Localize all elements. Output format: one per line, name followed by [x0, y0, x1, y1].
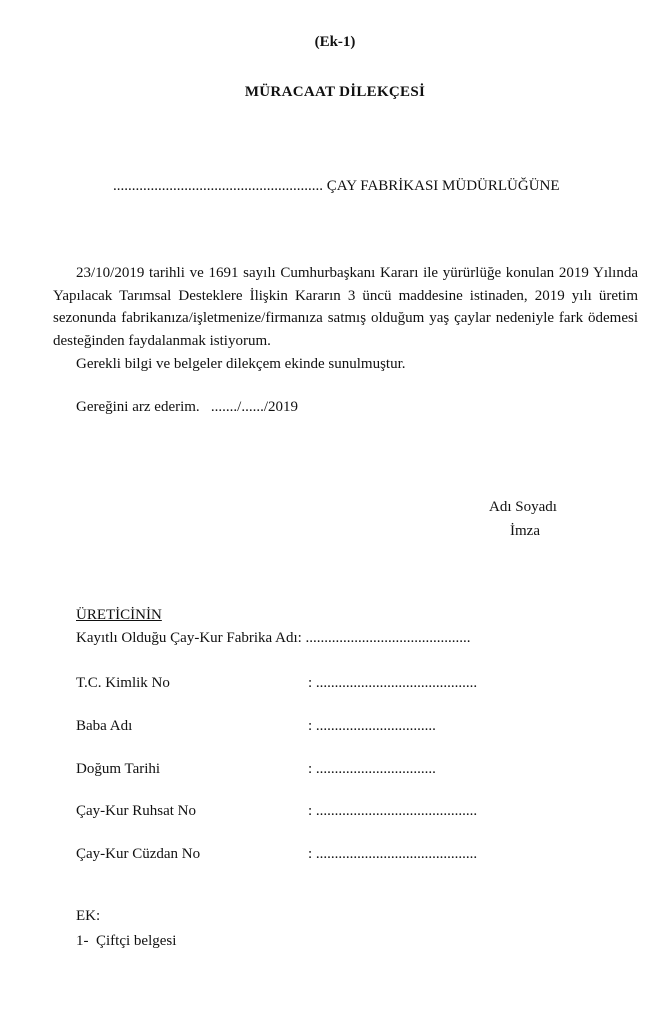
field-wallet-no-label: Çay-Kur Cüzdan No	[76, 846, 201, 862]
field-birth-date-value: : ................................	[308, 761, 436, 777]
document-title: MÜRACAAT DİLEKÇESİ	[244, 84, 426, 100]
field-license-no-value: : ...........................................	[308, 803, 478, 819]
signature-name-label: Adı Soyadı	[489, 499, 557, 515]
field-factory-name: Kayıtlı Olduğu Çay-Kur Fabrika Adı: ............................................	[76, 630, 471, 646]
addressee-line: ........................................................ ÇAY FABRİKASI MÜDÜRLÜĞÜNE	[113, 178, 560, 194]
field-license-no-label: Çay-Kur Ruhsat No	[76, 803, 196, 819]
field-tc-id-label: T.C. Kimlik No	[76, 675, 170, 691]
producer-heading: ÜRETİCİNİN	[76, 607, 162, 623]
closing-line: Gereğini arz ederim. ......./....../2019	[76, 399, 299, 415]
field-wallet-no-value: : ...........................................	[308, 846, 478, 862]
field-father-name-value: : ................................	[308, 718, 436, 734]
body-paragraph: 23/10/2019 tarihli ve 1691 sayılı Cumhurbaşkanı Kararı ile yürürlüğe konulan 2019 Yılında Yapılacak Tarımsal Desteklere İlişkin Kararın 3 üncü maddesine istinaden, 2019 yılı üretim sezonunda fabrikanıza/işletmenize/firmanıza satmış olduğum yaş çaylar nedeniyle fark ödemesi desteğinden faydalanmak istiyorum.	[53, 265, 638, 349]
body-documents-line: Gerekli bilgi ve belgeler dilekçem ekinde sunulmuştur.	[76, 356, 406, 372]
field-tc-id-value: : ...........................................	[308, 675, 478, 691]
annex-label: (Ek-1)	[314, 34, 356, 50]
attachments-label: EK:	[76, 908, 101, 924]
field-birth-date-label: Doğum Tarihi	[76, 761, 161, 777]
signature-sign-label: İmza	[510, 523, 540, 539]
field-father-name-label: Baba Adı	[76, 718, 133, 734]
attachment-item: 1- Çiftçi belgesi	[76, 933, 177, 949]
